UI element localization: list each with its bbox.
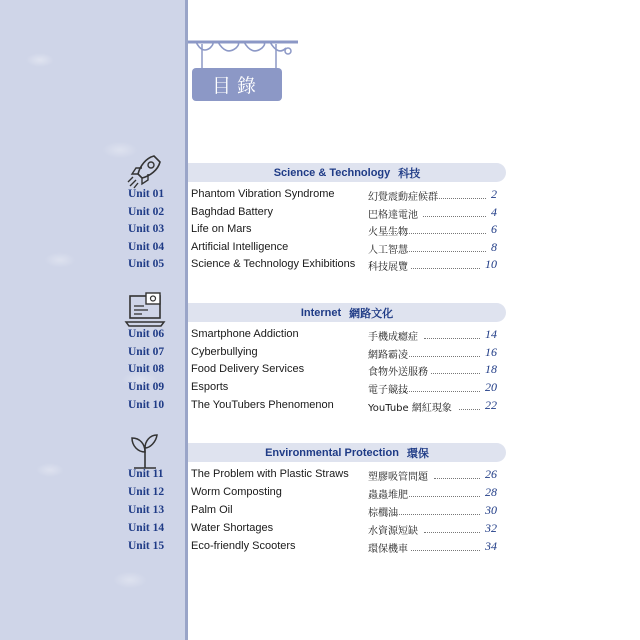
page-number: 4 [491, 205, 497, 219]
unit-number: Unit 01 [128, 188, 165, 200]
unit-title-en: Food Delivery Services [191, 363, 305, 375]
unit-title-en: Baghdad Battery [191, 206, 273, 218]
unit-title-en: Eco-friendly Scooters [191, 540, 296, 552]
page-number: 26 [485, 467, 497, 481]
unit-number: Unit 10 [128, 399, 165, 411]
unit-title-zh: 火星生物 [368, 227, 408, 238]
unit-title-zh: 網路霸凌 [368, 350, 408, 361]
unit-number: Unit 04 [128, 241, 165, 253]
toc-row[interactable] [0, 188, 640, 206]
unit-title-en: Smartphone Addiction [191, 328, 299, 340]
unit-number: Unit 07 [128, 346, 165, 358]
unit-title-zh: 水資源短缺 [368, 526, 418, 537]
page-number: 28 [485, 485, 497, 499]
leader-dots [411, 550, 480, 551]
unit-title-en: Phantom Vibration Syndrome [191, 188, 335, 200]
unit-number: Unit 06 [128, 328, 165, 340]
toc-row[interactable] [0, 504, 640, 522]
unit-number: Unit 13 [128, 504, 165, 516]
unit-title-zh: 蟲蟲堆肥 [368, 490, 408, 501]
unit-title-zh: 電子競技 [368, 385, 408, 396]
leader-dots [409, 496, 480, 497]
toc-row[interactable] [0, 206, 640, 224]
leader-dots [437, 198, 486, 199]
page-number: 2 [491, 187, 497, 201]
leader-dots [424, 338, 480, 339]
unit-title-zh: 手機成癮症 [368, 332, 418, 343]
section-header-science [188, 163, 506, 182]
unit-title-en: Worm Composting [191, 486, 282, 498]
section-title-en: Environmental Protection [265, 446, 399, 459]
unit-number: Unit 09 [128, 381, 165, 393]
page-number: 16 [485, 345, 497, 359]
unit-number: Unit 08 [128, 363, 165, 375]
leader-dots [424, 532, 480, 533]
unit-title-en: Life on Mars [191, 223, 252, 235]
unit-title-en: Esports [191, 381, 229, 393]
unit-number: Unit 12 [128, 486, 165, 498]
page-number: 8 [491, 240, 497, 254]
leader-dots [431, 373, 480, 374]
toc-row[interactable] [0, 346, 640, 364]
toc-row[interactable] [0, 522, 640, 540]
unit-title-en: Science & Technology Exhibitions [191, 258, 356, 270]
unit-title-zh: 塑膠吸管問題 [368, 472, 428, 483]
laptop-icon [124, 290, 166, 332]
unit-title-en: The Problem with Plastic Straws [191, 468, 349, 480]
unit-title-en: The YouTubers Phenomenon [191, 399, 334, 411]
unit-title-zh: 環保機車 [368, 544, 408, 555]
toc-row[interactable] [0, 241, 640, 259]
unit-title-zh: 科技展覽 [368, 262, 408, 273]
leader-dots [459, 409, 480, 410]
toc-row[interactable] [0, 468, 640, 486]
rocket-icon [124, 150, 166, 192]
section-title-zh: 科技 [398, 166, 421, 180]
toc-row[interactable] [0, 258, 640, 276]
page-number: 34 [485, 539, 497, 553]
section-title-en: Science & Technology [273, 166, 391, 179]
section-title-zh: 環保 [406, 446, 429, 460]
leader-dots [423, 216, 486, 217]
unit-title-en: Artificial Intelligence [191, 241, 289, 253]
unit-title-en: Water Shortages [191, 522, 274, 534]
page-number: 6 [491, 222, 497, 236]
leader-dots [434, 478, 480, 479]
sprout-icon [124, 430, 166, 472]
unit-title-zh: 幻覺震動症候群 [368, 192, 438, 203]
page-number: 32 [485, 521, 497, 535]
unit-title-en: Cyberbullying [191, 346, 258, 358]
page-number: 14 [485, 327, 497, 341]
unit-number: Unit 15 [128, 540, 165, 552]
page-number: 10 [485, 257, 497, 271]
section-header-internet [188, 303, 506, 322]
page-number: 30 [485, 503, 497, 517]
unit-title-zh: 巴格達電池 [368, 210, 418, 221]
toc-row[interactable] [0, 363, 640, 381]
toc-row[interactable] [0, 540, 640, 558]
leader-dots [409, 356, 480, 357]
section-title-zh: 網路文化 [349, 306, 394, 320]
unit-title-zh: 棕櫚油 [368, 508, 398, 519]
leader-dots [392, 251, 486, 252]
leader-dots [384, 233, 486, 234]
section-title-en: Internet [300, 306, 342, 319]
toc-row[interactable] [0, 381, 640, 399]
unit-title-zh: 人工智慧 [368, 245, 408, 256]
leader-dots [383, 514, 480, 515]
section-header-environment [188, 443, 506, 462]
page-number: 20 [485, 380, 497, 394]
page-title: 目錄 [192, 68, 282, 101]
page-number: 18 [485, 362, 497, 376]
toc-row[interactable] [0, 223, 640, 241]
toc-row[interactable] [0, 328, 640, 346]
leader-dots [392, 391, 480, 392]
unit-title-zh: 食物外送服務 [368, 367, 428, 378]
page-number: 22 [485, 398, 497, 412]
unit-number: Unit 05 [128, 258, 165, 270]
leader-dots [411, 268, 480, 269]
toc-row[interactable] [0, 399, 640, 417]
unit-number: Unit 14 [128, 522, 165, 534]
unit-number: Unit 11 [128, 468, 164, 480]
unit-title-en: Palm Oil [191, 504, 233, 516]
unit-number: Unit 02 [128, 206, 165, 218]
unit-number: Unit 03 [128, 223, 165, 235]
unit-title-zh: YouTube 網紅現象 [368, 403, 452, 414]
toc-row[interactable] [0, 486, 640, 504]
